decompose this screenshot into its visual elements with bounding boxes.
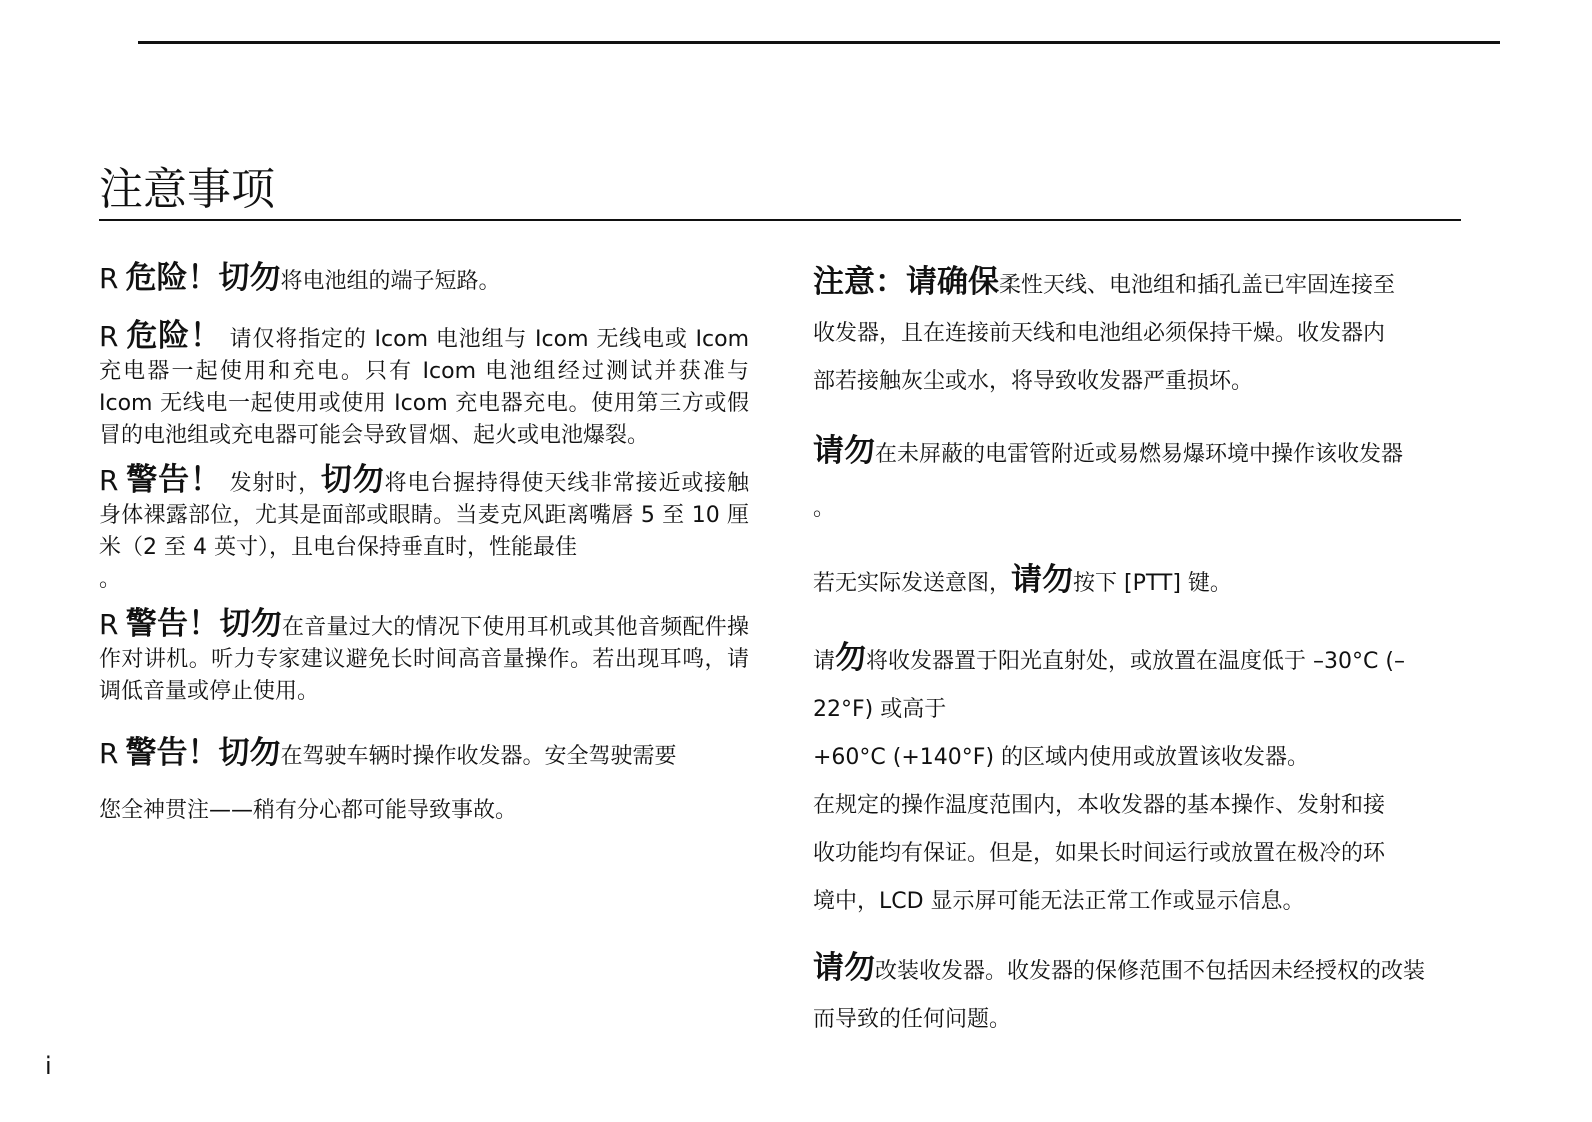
item-text-line: 收功能均有保证。但是，如果长时间运行或放置在极冷的环	[813, 841, 1386, 866]
emphasis: 切勿	[218, 735, 281, 771]
item-prefix: 请	[813, 649, 836, 674]
item-text-line: +60°C (+140°F) 的区域内使用或放置该收发器。	[813, 745, 1310, 770]
emphasis: 切勿	[320, 462, 385, 498]
emphasis: 切勿	[218, 260, 281, 296]
page-title: 注意事项	[99, 164, 275, 215]
bullet-marker: R	[99, 737, 119, 770]
bullet-marker: R	[99, 464, 119, 497]
caution-item	[813, 944, 1463, 1044]
emphasis: 切勿	[219, 606, 282, 642]
page-number: i	[45, 1052, 52, 1080]
item-text-line: 而导致的任何问题。	[813, 1007, 1012, 1032]
item-text-line: 您全神贯注——稍有分心都可能导致事故。	[99, 798, 518, 823]
caution-item	[813, 424, 1463, 536]
left-column	[99, 258, 749, 838]
bullet-marker: R	[99, 320, 119, 353]
item-text: 在音量过大的情况下使用耳机或其他音频配件操作对讲机。听力专家建议避免长时间高音量操作。若出现耳鸣，请调低音量或停止使用。	[99, 615, 750, 704]
item-prefix: 发射时，	[229, 471, 321, 496]
item-text: 将电台握持得使天线非常接近或接触身体裸露部位，尤其是面部或眼睛。当麦克风距离嘴唇 5 至 10 厘米（2 至 4 英寸），且电台保持垂直时，性能最佳	[99, 471, 749, 560]
item-text-line: 在规定的操作温度范围内，本收发器的基本操作、发射和接	[813, 793, 1386, 818]
warning-item	[99, 464, 749, 596]
caution-label: 注意：	[813, 264, 906, 300]
emphasis: 请勿	[813, 950, 875, 986]
item-text: 按下 [PTT] 键。	[1073, 571, 1232, 596]
emphasis: 请勿	[813, 433, 875, 469]
caution-item	[813, 550, 1463, 614]
item-text: 请仅将指定的 Icom 电池组与 Icom 无线电或 Icom 充电器一起使用和充电。只有 Icom 电池组经过测试并获准与 Icom 无线电一起使用或使用 Icom 充电器充电。使用第三方或假冒的电池组或充电器可能会导致冒烟、起火或电池爆裂。	[99, 327, 749, 448]
item-text-line: 22°F) 或高于	[813, 697, 947, 722]
item-text: 将电池组的端子短路。	[280, 269, 501, 294]
warning-item	[99, 726, 749, 838]
warning-label: 警告！	[125, 735, 219, 771]
item-text-line: 收发器，且在连接前天线和电池组必须保持干燥。收发器内	[813, 321, 1386, 346]
item-text: 将收发器置于阳光直射处，或放置在温度低于 –30°C (–	[866, 649, 1405, 674]
emphasis: 勿	[835, 640, 867, 676]
item-text: 柔性天线、电池组和插孔盖已牢固连接至	[999, 273, 1396, 298]
item-text-line: 境中，LCD 显示屏可能无法正常工作或显示信息。	[813, 889, 1305, 914]
item-text: 在驾驶车辆时操作收发器。安全驾驶需要	[280, 744, 677, 769]
right-column	[813, 258, 1463, 1044]
bullet-marker: R	[99, 262, 119, 295]
header-rule	[138, 41, 1500, 44]
title-underline	[99, 219, 1461, 221]
item-prefix: 若无实际发送意图，	[813, 571, 1012, 596]
item-tail: 。	[813, 496, 836, 521]
warning-label: 警告！	[125, 606, 220, 642]
danger-label: 危险！	[125, 260, 219, 296]
warning-item	[99, 608, 749, 708]
emphasis: 请勿	[1011, 562, 1074, 598]
warning-label: 警告！	[126, 462, 222, 498]
danger-label: 危险！	[126, 318, 222, 354]
warning-item	[99, 320, 749, 452]
item-text: 改装收发器。收发器的保修范围不包括因未经授权的改装	[875, 959, 1426, 984]
caution-item	[813, 258, 1463, 406]
item-tail: 。	[99, 567, 122, 592]
bullet-marker: R	[99, 608, 119, 641]
item-text: 在未屏蔽的电雷管附近或易燃易爆环境中操作该收发器	[875, 442, 1404, 467]
caution-item	[813, 634, 1463, 926]
emphasis: 请确保	[906, 264, 999, 300]
item-text-line: 部若接触灰尘或水，将导致收发器严重损坏。	[813, 369, 1254, 394]
warning-item	[99, 258, 749, 302]
